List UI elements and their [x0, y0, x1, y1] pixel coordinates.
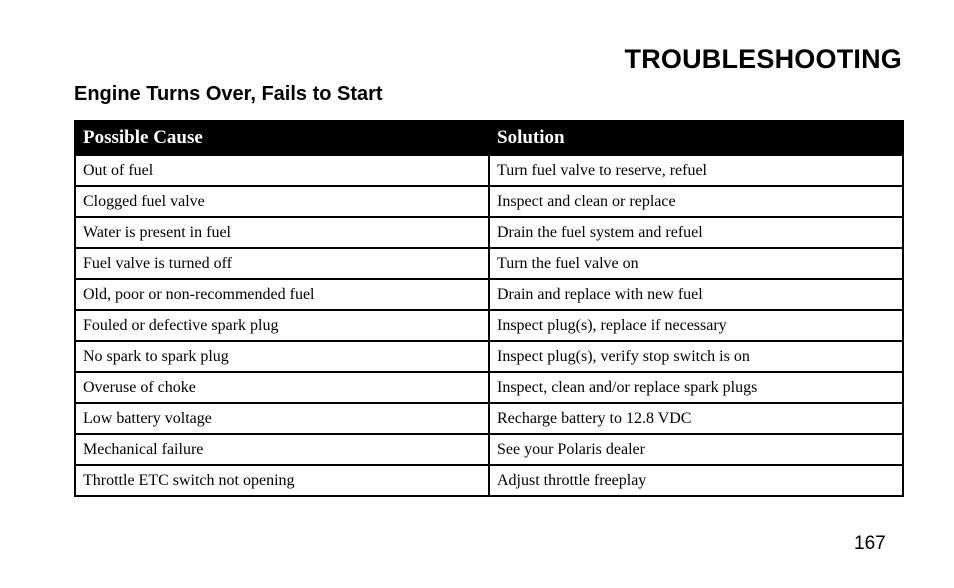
cause-cell: Fouled or defective spark plug [75, 310, 489, 341]
cause-cell: Fuel valve is turned off [75, 248, 489, 279]
table-row [75, 310, 903, 341]
cause-cell: Clogged fuel valve [75, 186, 489, 217]
table-row [75, 186, 903, 217]
cause-cell: Low battery voltage [75, 403, 489, 434]
cause-cell: Mechanical failure [75, 434, 489, 465]
solution-cell: Recharge battery to 12.8 VDC [489, 403, 903, 434]
solution-cell: Drain and replace with new fuel [489, 279, 903, 310]
troubleshooting-table [74, 120, 904, 497]
section-title: Engine Turns Over, Fails to Start [74, 83, 383, 105]
cause-cell: No spark to spark plug [75, 341, 489, 372]
table-row [75, 341, 903, 372]
cause-cell: Old, poor or non-recommended fuel [75, 279, 489, 310]
header-solution: Solution [489, 121, 903, 155]
solution-cell: See your Polaris dealer [489, 434, 903, 465]
table-header-row [75, 121, 903, 155]
cause-cell: Throttle ETC switch not opening [75, 465, 489, 496]
page-title: TROUBLESHOOTING [624, 44, 902, 74]
table-row [75, 372, 903, 403]
cause-cell: Out of fuel [75, 155, 489, 186]
table-row [75, 403, 903, 434]
solution-cell: Inspect and clean or replace [489, 186, 903, 217]
table-row [75, 434, 903, 465]
solution-cell: Inspect plug(s), verify stop switch is on [489, 341, 903, 372]
solution-cell: Drain the fuel system and refuel [489, 217, 903, 248]
solution-cell: Adjust throttle freeplay [489, 465, 903, 496]
solution-cell: Turn fuel valve to reserve, refuel [489, 155, 903, 186]
solution-cell: Inspect, clean and/or replace spark plugs [489, 372, 903, 403]
cause-cell: Overuse of choke [75, 372, 489, 403]
solution-cell: Turn the fuel valve on [489, 248, 903, 279]
solution-cell: Inspect plug(s), replace if necessary [489, 310, 903, 341]
table-row [75, 217, 903, 248]
table-row [75, 279, 903, 310]
header-possible-cause: Possible Cause [75, 121, 489, 155]
page-number: 167 [854, 533, 886, 554]
table-row [75, 155, 903, 186]
cause-cell: Water is present in fuel [75, 217, 489, 248]
table-row [75, 248, 903, 279]
table-row [75, 465, 903, 496]
